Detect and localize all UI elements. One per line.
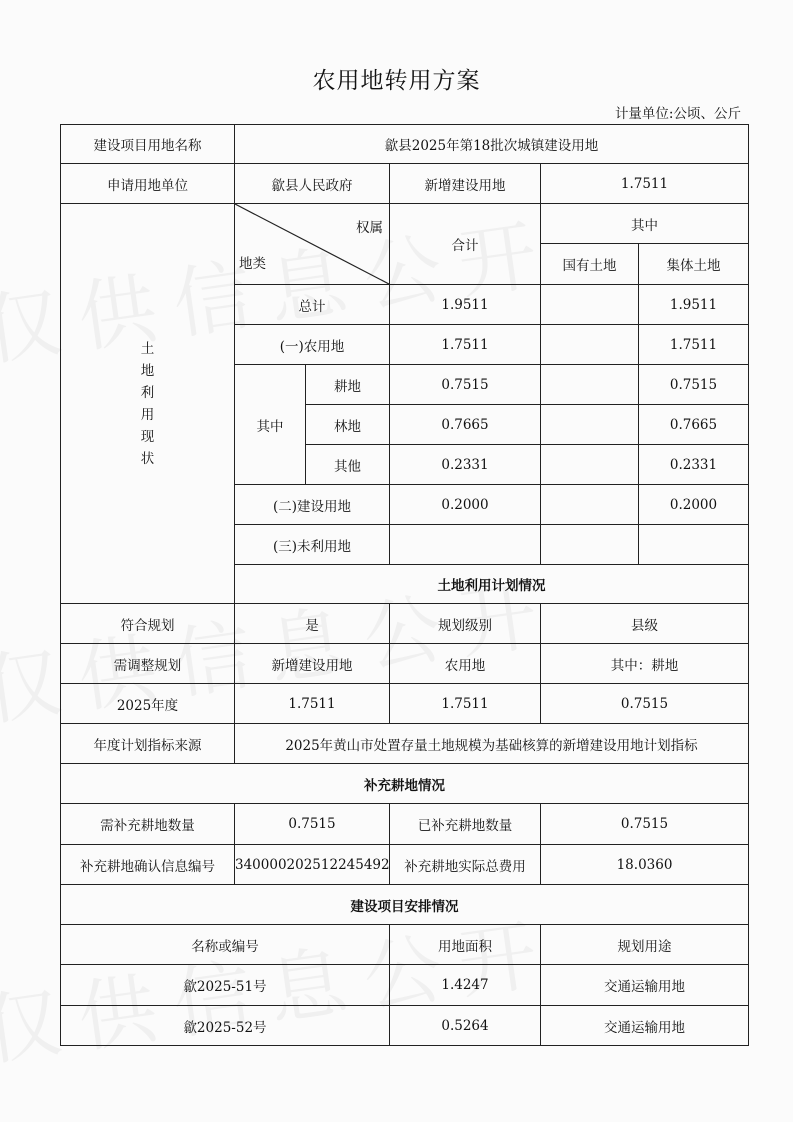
- arrangement-item-name: 歙2025-52号: [61, 1006, 390, 1046]
- ownership-landtype-header: [235, 204, 390, 285]
- of-which-header: 其中: [541, 204, 749, 244]
- page-title: 农用地转用方案: [312, 68, 481, 94]
- supplement-done-value: 0.7515: [541, 804, 749, 845]
- plan-level-label: 规划级别: [390, 604, 541, 644]
- project-name-label: 建设项目用地名称: [61, 125, 235, 164]
- supplement-done-label: 已补充耕地数量: [390, 804, 541, 845]
- supplement-id-label: 补充耕地确认信息编号: [61, 845, 235, 885]
- row-cultivated-label: 耕地: [306, 365, 390, 405]
- row-agri-sum: 1.7511: [390, 325, 541, 365]
- state-owned-header: 国有土地: [541, 244, 639, 285]
- plan-source-value: 2025年黄山市处置存量土地规模为基础核算的新增建设用地计划指标: [235, 724, 749, 764]
- supplement-need-label: 需补充耕地数量: [61, 804, 235, 845]
- land-use-status-label: 土 地 利 用 现 状: [61, 204, 235, 604]
- supplement-id-value: 340000202512245492: [235, 845, 390, 885]
- land-conversion-table: [60, 124, 749, 1046]
- row-other-sum: 0.2331: [390, 445, 541, 485]
- agri-sub-label: 其中: [235, 365, 306, 485]
- year-value-a: 1.7511: [235, 684, 390, 724]
- measurement-unit: 计量单位:公顷、公斤: [614, 106, 741, 122]
- row-forest-collective: 0.7665: [639, 405, 749, 445]
- arrangement-item-area: 0.5264: [390, 1006, 541, 1046]
- year-label: 2025年度: [61, 684, 235, 724]
- row-unused-state: [541, 525, 639, 565]
- row-construction-sum: 0.2000: [390, 485, 541, 525]
- row-cultivated-collective: 0.7515: [639, 365, 749, 405]
- row-other-state: [541, 445, 639, 485]
- year-value-c: 0.7515: [541, 684, 749, 724]
- row-agri-state: [541, 325, 639, 365]
- supplement-cost-value: 18.0360: [541, 845, 749, 885]
- adjust-plan-label: 需调整规划: [61, 644, 235, 684]
- applicant-value: 歙县人民政府: [235, 164, 390, 204]
- supplement-need-value: 0.7515: [235, 804, 390, 845]
- project-name-value: 歙县2025年第18批次城镇建设用地: [235, 125, 749, 164]
- supplement-cost-label: 补充耕地实际总费用: [390, 845, 541, 885]
- row-other-collective: 0.2331: [639, 445, 749, 485]
- adjust-plan-agri: 农用地: [390, 644, 541, 684]
- row-forest-sum: 0.7665: [390, 405, 541, 445]
- row-cultivated-state: [541, 365, 639, 405]
- row-total-collective: 1.9511: [639, 285, 749, 325]
- row-construction-collective: 0.2000: [639, 485, 749, 525]
- row-forest-label: 林地: [306, 405, 390, 445]
- arrangement-item-use: 交通运输用地: [541, 1006, 749, 1046]
- row-forest-state: [541, 405, 639, 445]
- row-agri-collective: 1.7511: [639, 325, 749, 365]
- row-total-label: 总计: [235, 285, 390, 325]
- conform-plan-value: 是: [235, 604, 390, 644]
- new-construction-value: 1.7511: [541, 164, 749, 204]
- arrangement-area-header: 用地面积: [390, 925, 541, 965]
- arrangement-item-area: 1.4247: [390, 965, 541, 1006]
- adjust-plan-new-construction: 新增建设用地: [235, 644, 390, 684]
- row-agri-label: (一)农用地: [235, 325, 390, 365]
- year-value-b: 1.7511: [390, 684, 541, 724]
- ownership-label: 权属: [356, 220, 383, 236]
- row-unused-label: (三)未利用地: [235, 525, 390, 565]
- arrangement-section-header: 建设项目安排情况: [61, 885, 749, 925]
- row-unused-sum: [390, 525, 541, 565]
- row-unused-collective: [639, 525, 749, 565]
- table-row: [61, 1006, 749, 1046]
- row-cultivated-sum: 0.7515: [390, 365, 541, 405]
- arrangement-item-use: 交通运输用地: [541, 965, 749, 1006]
- plan-section-header: 土地利用计划情况: [235, 565, 749, 604]
- row-total-state: [541, 285, 639, 325]
- new-construction-label: 新增建设用地: [390, 164, 541, 204]
- conform-plan-label: 符合规划: [61, 604, 235, 644]
- plan-source-label: 年度计划指标来源: [61, 724, 235, 764]
- collective-header: 集体土地: [639, 244, 749, 285]
- applicant-label: 申请用地单位: [61, 164, 235, 204]
- arrangement-name-header: 名称或编号: [61, 925, 390, 965]
- row-other-label: 其他: [306, 445, 390, 485]
- table-row: [61, 965, 749, 1006]
- total-column-header: 合计: [390, 204, 541, 285]
- plan-level-value: 县级: [541, 604, 749, 644]
- row-construction-state: [541, 485, 639, 525]
- arrangement-item-name: 歙2025-51号: [61, 965, 390, 1006]
- arrangement-use-header: 规划用途: [541, 925, 749, 965]
- row-total-sum: 1.9511: [390, 285, 541, 325]
- landtype-label: 地类: [239, 256, 266, 272]
- adjust-plan-cultivated: 其中：耕地: [541, 644, 749, 684]
- supplement-section-header: 补充耕地情况: [61, 764, 749, 804]
- row-construction-label: (二)建设用地: [235, 485, 390, 525]
